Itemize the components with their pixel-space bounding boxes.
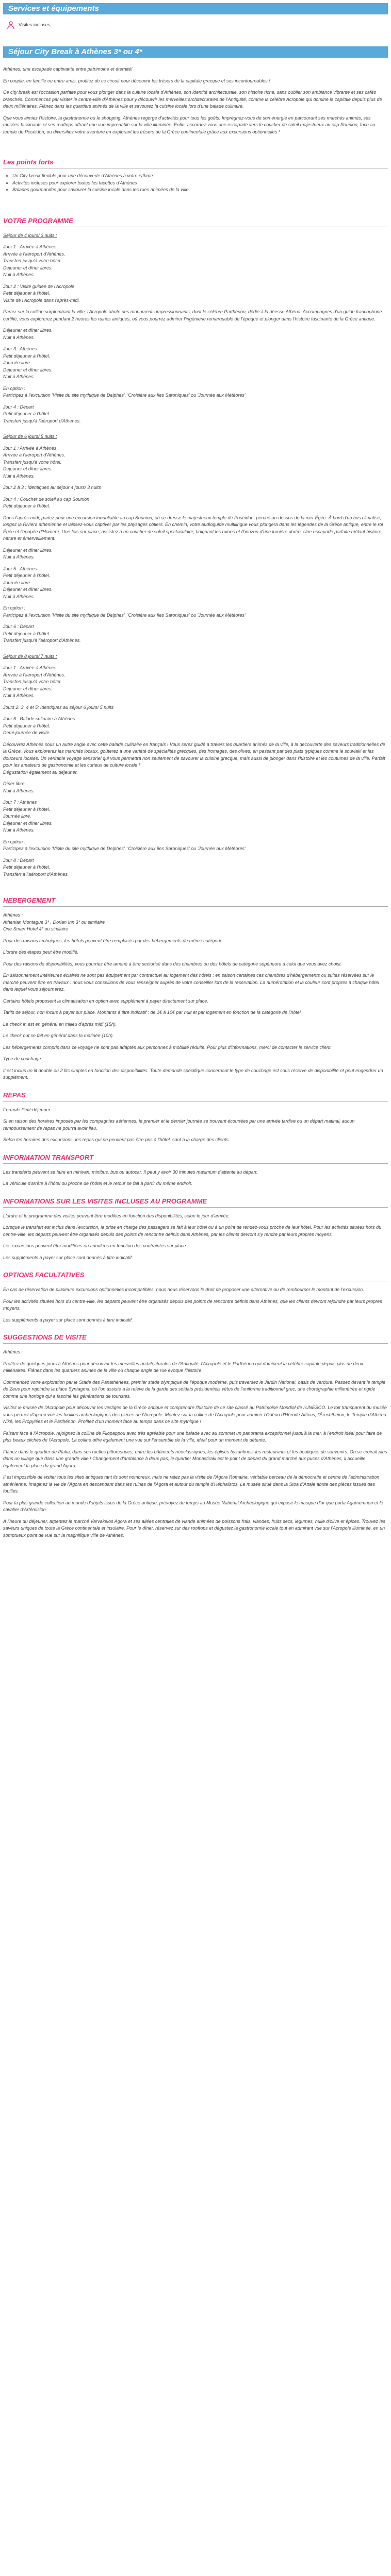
suggestions-paragraph: Profitez de quelques jours à Athènes pour découvrir les merveilles architecturales de l'Antiquité, l'Acropole et le Parthénon qui dominent la célèbre capitale depuis plus de deux millénaires. Flânez dans les quartiers animés de la ville où chaque angle de rue évoque l'histoire. <box>3 1361 364 1373</box>
points-forts-item: • Balades gourmandes pour savourer la cuisine locale dans les rues animées de la ville <box>12 187 388 194</box>
day-line: Participez à l'excursion 'Visite du site mythique de Delphes', 'Croisière aux îles Saroniques' ou 'Journée aux Météores' <box>3 393 246 398</box>
repas-paragraph: Si en raison des horaires imposés par les compagnies aériennes, le premier et le dernier journée se trouvent écourtées par une arrivée tardive ou un départ matinal, aucun remboursement de repas ne pourra avoir lieu. <box>3 1118 355 1131</box>
day-line: Journée libre. <box>3 580 31 585</box>
day-line: Nuit à Athènes. <box>3 827 35 833</box>
options-paragraph: Les suppléments à payer sur place sont donnés à titre indicatif. <box>3 1317 133 1323</box>
programme-day <box>3 496 388 510</box>
day-line: Arrivée à l'aéroport d'Athènes. <box>3 672 66 677</box>
hebergement-paragraph: Type de couchage : <box>3 1056 44 1061</box>
hebergement-line: Athenian Montague 3* , Dorian Inn 3* ou similaire <box>3 919 105 925</box>
programme-day <box>3 857 388 878</box>
day-line: Transfert jusqu'à votre hôtel. <box>3 258 62 263</box>
programme <box>3 232 388 887</box>
programme-day <box>3 484 388 492</box>
day-line: Dégustation également au déjeuner. <box>3 769 78 775</box>
options-paragraph: Pour les activités situées hors du centre-ville, les départs peuvent être organisés depuis des points de rencontre définis dans Athènes, que les clients devront rejoindre par leurs propres moyens. <box>3 1298 382 1311</box>
day-line: Dîner libre. <box>3 781 26 786</box>
visites-title: INFORMATIONS SUR LES VISITES INCLUSES AU PROGRAMME <box>3 1197 388 1208</box>
options-title: OPTIONS FACULTATIVES <box>3 1270 388 1281</box>
programme-day <box>3 547 388 561</box>
day-line: Déjeuner et dîner libres. <box>3 466 53 471</box>
visites-paragraph: Les suppléments à payer sur place sont donnés à titre indicatif. <box>3 1255 133 1260</box>
day-line: Arrivée à l'aéroport d'Athènes. <box>3 452 66 457</box>
repas-paragraphs <box>3 1107 388 1144</box>
programme-day <box>3 283 388 304</box>
page <box>0 3 391 1539</box>
day-line: Déjeuner et dîner libres. <box>3 367 53 372</box>
day-line: Petit déjeuner à l'hôtel. <box>3 723 51 728</box>
day-title: Jour 1 : Arrivée à Athènes <box>3 445 57 451</box>
day-title: Jour 3 : Athènes <box>3 346 37 351</box>
hebergement-paragraph: L'ordre des étapes peut être modifié. <box>3 950 79 955</box>
suggestions-paragraph: Athènes : <box>3 1349 23 1354</box>
programme-day <box>3 385 388 399</box>
hebergement-paragraph: Tarifs de séjour, non inclus à payer sur place. Montants à titre indicatif : de 1€ à 10€ par nuit et par logement en fonction de la catégorie de l'hôtel. <box>3 1010 302 1015</box>
suggestions-paragraph: À l'heure du déjeuner, arpentez le marché Varvakeios Agora et ses allées centrales de viande animées de poissons frais, viandes, fruits secs, légumes, huile d'olive et épices. Trouvez les saveurs uniques de toute la Grèce continentale et insulaire. Pour le dîner, réservez sur des rooftops et dégustez la gastronomie locale tout en admirant vue sur l'Acropole illuminée, en un somptueux point de vue sur la magnifique ville de Athènes. <box>3 1518 386 1538</box>
programme-day <box>3 704 388 711</box>
service-label: Visites incluses <box>19 22 51 28</box>
hebergement-paragraph: Pour des raisons techniques, les hôtels peuvent être remplacés par des hébergements de même catégorie. <box>3 938 224 943</box>
transport-paragraph: Les transferts peuvent se faire en minivan, minibus, bus ou autocar. Il peut y avoir 30 minutes maximum d'attente au départ. <box>3 1169 258 1175</box>
day-title: Jour 2 à 3 : Identiques au séjour 4 jours/ 3 nuits <box>3 485 101 490</box>
hebergement-paragraph: En saisonnement intérieures éclairés ne sont pas équipement par contractuel au logement des hôtels : en saison certaines ces chambres d'hébergements ou suites réservées sur le marché peuvent être en travaux : nous vous conseillons de vous renseigner auprès de votre conseiller lors de la réservation. La numérotation et la couleur sont propres à chaque hôtel dans lequel vous séjournerez. <box>3 973 379 992</box>
intro-paragraph: Que vous aimiez l'histoire, la gastronomie ou le shopping, Athènes regorge d'activités pour tous les goûts. Imprégnez-vous de son énergie en parcourant ses marchés animés, ses musées fascinants et ses rooftops offrant une vue imprenable sur la ville illuminée. Enfin, accordez-vous une escapade vers le coucher de soleil majestueux au cap Sounion, face au temple de Poséidon, ou diversifiez votre aventure en explorant les trésors de la Grèce continentale grâce aux excursions optionnelles ! <box>3 115 376 134</box>
programme-day <box>3 346 388 381</box>
day-line: Déjeuner et dîner libres. <box>3 547 53 553</box>
hebergement-line: One Smart Hotel 4* ou similaire <box>3 926 69 931</box>
options-paragraphs <box>3 1286 388 1324</box>
visites-paragraph: Lorsque le transfert est inclus dans l'excursion, la prise en charge des passagers se fait à leur hôtel ou à un point de rendez-vous proche de leur hôtel. Pour les activités situées hors du centre-ville, les départs peuvent être organisés depuis des points de rencontre définis dans Athènes, par les clients devront s'y rendre par leurs propres moyens. <box>3 1225 382 1237</box>
day-line: Nuit à Athènes. <box>3 334 35 340</box>
day-line: Déjeuner et dîner libres. <box>3 587 53 592</box>
day-line: Petit déjeuner à l'hôtel. <box>3 806 51 812</box>
hebergement-paragraphs <box>3 938 388 1081</box>
day-title: En option : <box>3 605 26 611</box>
visites-paragraph: Les excursions peuvent être modifiées ou annulées en fonction des contraintes sur place. <box>3 1243 187 1248</box>
programme-day <box>3 781 388 794</box>
sejour-banner: Séjour City Break à Athènes 3* ou 4* <box>3 46 388 58</box>
day-line: Partez sur la colline surplombant la ville, l'Acropole abrite des monuments impressionnants, dont le célèbre Parthénon, dédié à la déesse Athéna. Accompagnés d'un guide francophone certifié, vous explorerez pendant 2 heures les ruines antiques, où vous pourrez admirer l'ingénierie remarquable de l'époque et plonger dans l'histoire fascinante de la Grèce antique. <box>3 309 382 321</box>
intro-paragraph: Ce city break est l'occasion parfaite pour vous plonger dans la culture locale d'Athènes, son identité architecturale, son histoire riche, sans oublier son ambiance vibrante et ses cafés branchés. Commencez par visiter le centre-ville d'Athènes pour y découvrir les merveilles architecturales de l'Antiquité, comme la célèbre Acropole qui domine la capitale depuis plus de deux millénaires. Flânez dans les quartiers animés de la ville et savourez la cuisine locale lors d'une balade culinaire. <box>3 90 382 109</box>
intro-paragraph: En couple, en famille ou entre amis, profitez de ce circuit pour découvrir les trésors de la capitale grecque et ses incontournables ! <box>3 78 270 83</box>
day-line: Journée libre. <box>3 814 31 819</box>
day-line: Petit déjeuner à l'hôtel. <box>3 865 51 870</box>
day-title: Jours 2, 3, 4 et 5: Identiques au séjour 6 jours/ 5 nuits <box>3 704 114 710</box>
suggestions-paragraph: Pour la plus grande collection au monde d'objets issus de la Grèce antique, prévoyez du temps au Musée National Archéologique qui expose le masque d'or que porta Agamemnon et le cavalier d'Artémision. <box>3 1500 383 1512</box>
day-line: Petit déjeuner à l'hôtel. <box>3 631 51 636</box>
day-line: Nuit à Athènes. <box>3 554 35 560</box>
day-line: Nuit à Athènes. <box>3 788 35 793</box>
hebergement-paragraph: Le check out se fait en général dans la matinée (10h). <box>3 1033 114 1038</box>
hebergement-paragraph: Certains hôtels proposent la climatisation en option avec supplément à payer directement sur place. <box>3 998 208 1004</box>
day-title: Jour 7 : Athènes <box>3 800 37 805</box>
day-line: Transfert jusqu'à l'aéroport d'Athènes. <box>3 638 81 643</box>
day-title: Jour 6 : Départ <box>3 624 34 629</box>
day-title: Jour 1 : Arrivée à Athènes <box>3 244 57 249</box>
day-line: Nuit à Athènes. <box>3 693 35 698</box>
hebergement-paragraph: Il est inclus un lit double ou 2 lits simples en fonction des disponibilités. Toute demande spécifique concernant le type de couchage est sous réserve de disponibilité et peut engendrer un supplément. <box>3 1067 383 1080</box>
repas-paragraph: Selon les horaires des excursions, les repas qui ne peuvent pas être pris à l'hôtel, sont à la charge des clients. <box>3 1137 230 1142</box>
suggestions-paragraph: Faisant face à l'Acropole, rejoignez la colline de Filopappou avec très agréable pour une balade avec au sommet un panorama exceptionnel jusqu'à la mer, à l'endroit idéal pour faire de plus beaux clichés de l'Acropole. La colline offre également une vue sur l'ensemble de la ville, idéal pour un moment de détente. <box>3 1430 382 1443</box>
services-banner: Services et équipements <box>3 3 388 14</box>
programme-title: VOTRE PROGRAMME <box>3 216 388 227</box>
day-line: Transfert jusqu'à votre hôtel. <box>3 679 62 684</box>
day-line: Visite de l'Acropole dans l'après-midi. <box>3 297 80 303</box>
programme-day <box>3 665 388 700</box>
intro-paragraph: Athènes, une escapade captivante entre patrimoine et éternité! <box>3 66 133 72</box>
day-line: Nuit à Athènes. <box>3 594 35 599</box>
day-line: Petit déjeuner à l'hôtel. <box>3 353 51 359</box>
day-line: Petit déjeuner à l'hôtel. <box>3 573 51 578</box>
day-line: Transfert jusqu'à l'aéroport d'Athènes. <box>3 418 81 423</box>
points-forts-title: Les points forts <box>3 158 54 166</box>
hebergement-paragraph: Les hébergements compris dans ce voyage ne sont pas adaptés aux personnes à mobilité réduite. Pour plus d'informations, merci de contacter le service client. <box>3 1044 332 1050</box>
hebergement-title: HEBERGEMENT <box>3 896 388 907</box>
day-title: Jour 5 : Athènes <box>3 566 37 571</box>
day-title: Jour 4 : Coucher de soleil au cap Sounion <box>3 496 90 502</box>
day-line: Demi-journée de visite. <box>3 730 51 735</box>
programme-day <box>3 716 388 737</box>
points-forts-list <box>3 173 388 194</box>
day-line: Dans l'après-midi, partez pour une excursion inoubliable au cap Sounion, où se dresse le majestueux temple de Poséidon, perché au-dessus de la mer Égée. À bord d'un bus climatisé, longez la Riviera athénienne et laissez-vous captiver par les paysages côtiers. En chemin, votre audioguide multilingue vous plongera dans les légendes de la Grèce antique, entre le roi Égée et l'épopée d'Homère. Une fois sur place, assistez à un coucher de soleil spectaculaire, baignant les ruines et l'horizon d'une lumière dorée. Une escapade parfaite mêlant histoire, nature et émerveillement. <box>3 515 383 541</box>
day-title: En option : <box>3 385 26 391</box>
day-line: Déjeuner et dîner libres. <box>3 686 53 691</box>
day-line: Nuit à Athènes. <box>3 473 35 479</box>
day-title: Jour 2 : Visite guidée de l'Acropole <box>3 283 75 289</box>
transport-paragraph: La véhicule s'arrête à l'hôtel ou proche de l'hôtel et le retour se fait à partir du même endroit. <box>3 1181 192 1186</box>
programme-day <box>3 404 388 425</box>
hebergement-line: Athènes : <box>3 912 23 918</box>
points-forts-item: • Activités incluses pour explorer toutes les facettes d'Athènes <box>12 180 388 187</box>
suggestions-paragraphs <box>3 1349 388 1539</box>
programme-day <box>3 623 388 645</box>
hebergement-lines <box>3 912 388 933</box>
repas-paragraph: Formule Petit-déjeuner. <box>3 1107 52 1112</box>
programme-heading: Séjour de 6 jours/ 5 nuits : <box>3 434 57 439</box>
day-title: Jour 1 : Arrivée à Athènes <box>3 665 57 670</box>
visitor-icon <box>6 21 15 30</box>
programme-day <box>3 799 388 834</box>
programme-day <box>3 445 388 480</box>
service-item <box>3 14 388 37</box>
day-line: Petit déjeuner à l'hôtel. <box>3 503 51 509</box>
day-title: Jour 8 : Départ <box>3 857 34 863</box>
programme-day <box>3 515 388 543</box>
programme-day <box>3 309 388 323</box>
suggestions-title: SUGGESTIONS DE VISITE <box>3 1333 388 1344</box>
programme-day <box>3 839 388 853</box>
day-line: Découvrez Athènes sous un autre angle avec cette balade culinaire en français ! Vous serez guidé à travers les quartiers animés de la ville, à la découverte des saveurs traditionnelles de la Grèce. Vous explorerez les marchés locaux, goûterez à une variété de spécialités grecques, des fromages, des olives, en passant par des plats typiques comme le souvlaki et les douceurs locales. Un véritable voyage sensoriel qui vous permettra non seulement de savourer la cuisine grecque, mais aussi de plonger dans l'histoire et les coutumes de la ville. Parfait pour les amateurs de gastronomie et les curieux de culture locale ! <box>3 741 385 768</box>
day-line: Déjeuner et dîner libres. <box>3 328 53 333</box>
suggestions-paragraph: Visitez le musée de l'Acropole pour découvrir les vestiges de la Grèce antique et comprendre l'histoire de ce site classé au Patrimoine Mondial de l'UNESCO. Le toit transparent du musée vous permet d'apercevoir les fouilles archéologiques des pièces de l'Acropole. Montez sur la colline de l'Acropole pour admirer l'Odéon d'Hérode Atticus, l'Érechthéion, le Temple d'Athéna Niké, les Propylées et le Parthénon. Profitez d'un moment face au temps dans ce site mythique ! <box>3 1405 387 1424</box>
day-line: Transfert jusqu'à votre hôtel. <box>3 459 62 465</box>
suggestions-paragraph: Commencez votre exploration par le Stade des Panathénées, premier stade olympique de l'époque moderne, puis traversez le Jardin National, oasis de verdure. Passez devant le temple de Zeus pour rejoindre la place Syntagma, où l'on assiste à la relève de la garde des soldats présidentiels vêtus de l'uniforme traditionnel grec, une chorégraphie millimétrée et rigide comme une horloge qui a fasciné les générations de touristes. <box>3 1379 386 1399</box>
suggestions-paragraph: Il est impossible de visiter tous les sites antiques tant ils sont nombreux, mais ne ratez pas la visite de l'Agora Romaine, véritable berceau de la démocratie et centre de l'administration athénienne. Imaginez la vie de l'Agora en descendant dans les ruines de l'Agora et autour du temple d'Héphaïstos. Le musée situé dans la Stoa d'Attale abrite des pièces issues des fouilles. <box>3 1475 380 1494</box>
day-line: Journée libre. <box>3 360 31 365</box>
transport-title: INFORMATION TRANSPORT <box>3 1153 388 1164</box>
day-line: Participez à l'excursion 'Visite du site mythique de Delphes', 'Croisière aux îles Saroniques' ou 'Journée aux Météores' <box>3 846 246 851</box>
programme-heading: Séjour de 8 jours/ 7 nuits : <box>3 653 57 659</box>
hebergement-paragraph: Pour des raisons de disponibilités, vous pourriez être amené à être sectorisé dans des chambres ou des hôtels de catégorie supérieure à celui que vous avez choisi. <box>3 961 342 967</box>
day-line: Petit déjeuner à l'hôtel. <box>3 411 51 416</box>
programme-heading: Séjour de 4 jours/ 3 nuits : <box>3 232 57 238</box>
day-line: Participez à l'excursion 'Visite du site mythique de Delphes', 'Croisière aux îles Saroniques' ou 'Journée aux Météores' <box>3 612 246 618</box>
programme-day <box>3 327 388 341</box>
hebergement-paragraph: Le check in est en général en milieu d'après midi (15h). <box>3 1021 117 1027</box>
day-title: En option : <box>3 839 26 844</box>
day-line: Nuit à Athènes. <box>3 272 35 277</box>
programme-day <box>3 741 388 776</box>
repas-title: REPAS <box>3 1091 388 1101</box>
day-line: Arrivée à l'aéroport d'Athènes. <box>3 251 66 257</box>
visites-paragraph: L'ordre et le programme des visites peuvent être modifiés en fonction des disponibilités, selon le jour d'arrivée. <box>3 1213 230 1218</box>
programme-day <box>3 605 388 619</box>
day-line: Nuit à Athènes. <box>3 374 35 379</box>
day-title: Jour 6 : Balade culinaire à Athènes <box>3 716 75 721</box>
day-line: Petit déjeuner à l'hôtel. <box>3 291 51 296</box>
transport-paragraphs <box>3 1169 388 1188</box>
day-line: Transfert à l'aéroport d'Athènes. <box>3 871 69 877</box>
options-paragraph: En cas de réservation de plusieurs excursions optionnelles incompatibles, nous nous réservons le droit de proposer une alternative ou de rembourser le montant de l'excursion. <box>3 1287 364 1292</box>
points-forts-item: • Un City break flexible pour une découverte d'Athènes à votre rythme <box>12 173 388 180</box>
suggestions-paragraph: Flânez dans le quartier de Plaka, dans ses ruelles pittoresques, entre les bâtiments néoclassiques, les églises byzantines, les restaurants et les boutiques de souvenirs. On se croirait plus dans un village que dans une grande ville ! Changement d'ambiance à deux pas, le quartier Monastiraki est le point de départ du grand marché aux puces d'Athènes, il accueille également la place du grand Agora. <box>3 1449 387 1468</box>
day-title: Jour 4 : Départ <box>3 404 34 410</box>
programme-day <box>3 566 388 601</box>
programme-day <box>3 244 388 279</box>
day-line: Déjeuner et dîner libres. <box>3 820 53 826</box>
visites-paragraphs <box>3 1213 388 1262</box>
day-line: Déjeuner et dîner libres. <box>3 265 53 270</box>
